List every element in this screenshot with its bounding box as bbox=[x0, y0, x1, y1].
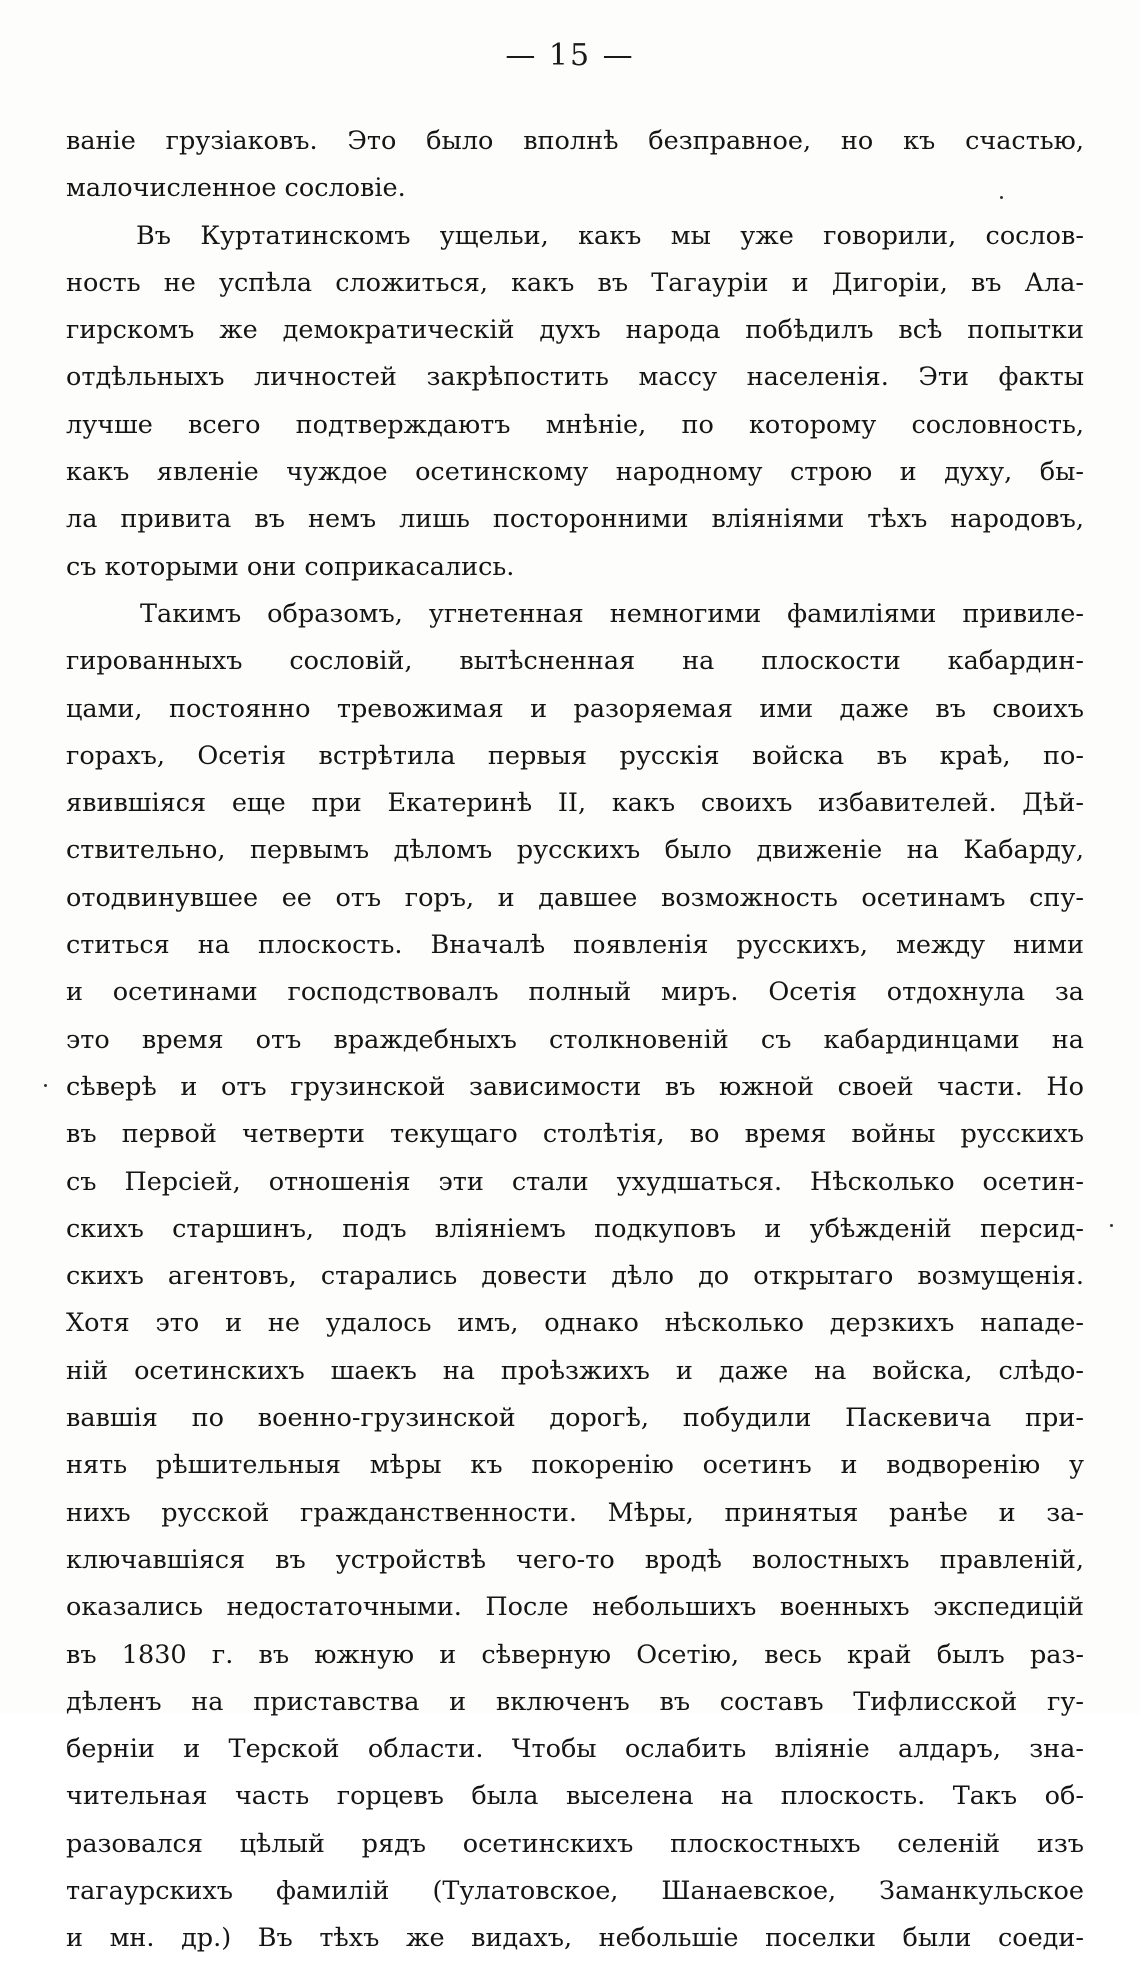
text-line: въ 1830 г. въ южную и сѣверную Осетiю, весь край былъ раз- bbox=[66, 1639, 1084, 1670]
text-line: ла привита въ немъ лишь посторонними влiянiями тѣхъ народовъ, bbox=[66, 504, 1084, 535]
text-line: это время отъ враждебныхъ столкновенiй съ кабардинцами на bbox=[66, 1024, 1084, 1055]
text-line: горахъ, Осетiя встрѣтила первыя русскiя войска въ краѣ, по- bbox=[66, 740, 1084, 771]
text-line: ванiе грузiаковъ. Это было вполнѣ безправное, но къ счастью, bbox=[66, 126, 1084, 156]
text-line: съ Персiей, отношенiя эти стали ухудшаться. Нѣсколько осетин- bbox=[66, 1166, 1084, 1197]
text-line: какъ явленiе чуждое осетинскому народному строю и духу, бы- bbox=[66, 457, 1084, 488]
text-line: ность не успѣла сложиться, какъ въ Тагаурiи и Дигорiи, въ Ала- bbox=[66, 267, 1084, 298]
text-line: лучше всего подтверждаютъ мнѣнiе, по которому сословность, bbox=[66, 409, 1084, 440]
text-line: гированныхъ сословiй, вытѣсненная на плоскости кабардин- bbox=[66, 646, 1084, 677]
text-line: Въ Куртатинскомъ ущельи, какъ мы уже говорили, сослов- bbox=[136, 220, 1084, 251]
print-speck bbox=[1000, 196, 1003, 199]
print-speck bbox=[44, 1084, 47, 1087]
text-line: малочисленное сословiе. bbox=[66, 173, 406, 204]
text-line: нiй осетинскихъ шаекъ на проѣзжихъ и даже на войска, слѣдо- bbox=[66, 1355, 1084, 1386]
text-line: и мн. др.) Въ тѣхъ же видахъ, небольшiе поселки были соеди- bbox=[66, 1923, 1084, 1954]
text-line: чительная часть горцевъ была выселена на плоскость. Такъ об- bbox=[66, 1781, 1084, 1812]
text-line: сѣверѣ и отъ грузинской зависимости въ южной своей части. Но bbox=[66, 1071, 1084, 1102]
text-line: явившiяся еще при Екатеринѣ II, какъ своихъ избавителей. Дѣй- bbox=[66, 788, 1084, 819]
text-line: Такимъ образомъ, угнетенная немногими фамилiями привиле- bbox=[140, 598, 1084, 629]
text-line: въ первой четверти текущаго столѣтiя, во время войны русскихъ bbox=[66, 1119, 1084, 1150]
text-line: и осетинами господствовалъ полный миръ. Осетiя отдохнула за bbox=[66, 977, 1084, 1008]
text-line: вавшiя по военно-грузинской дорогѣ, побудили Паскевича при- bbox=[66, 1403, 1084, 1434]
text-line: гирскомъ же демократическiй духъ народа побѣдилъ всѣ попытки bbox=[66, 315, 1084, 346]
text-line: ститься на плоскость. Вначалѣ появленiя русскихъ, между ними bbox=[66, 930, 1084, 961]
text-line: скихъ старшинъ, подъ влiянiемъ подкуповъ и убѣжденiй персид- bbox=[66, 1213, 1084, 1244]
text-line: отдѣльныхъ личностей закрѣпостить массу населенiя. Эти факты bbox=[66, 362, 1084, 393]
text-line: скихъ агентовъ, старались довести дѣло до открытаго возмущенiя. bbox=[66, 1261, 1084, 1292]
text-line: нять рѣшительныя мѣры къ покоренiю осетинъ и водворенiю у bbox=[66, 1450, 1084, 1481]
text-line: съ которыми они соприкасались. bbox=[66, 551, 515, 582]
text-line: тагаурскихъ фамилiй (Тулатовское, Шанаевское, Заманкульское bbox=[66, 1875, 1084, 1906]
text-line: бернiи и Терской области. Чтобы ослабить влiянiе алдаръ, зна- bbox=[66, 1734, 1084, 1765]
text-line: оказались недостаточными. После небольшихъ военныхъ экспедицiй bbox=[66, 1592, 1084, 1623]
body-text bbox=[66, 118, 1084, 1963]
text-line: разовался цѣлый рядъ осетинскихъ плоскостныхъ селенiй изъ bbox=[66, 1828, 1084, 1859]
text-line: Хотя это и не удалось имъ, однако нѣсколько дерзкихъ нападе- bbox=[66, 1308, 1084, 1339]
text-line: ключавшiяся въ устройствѣ чего-то вродѣ волостныхъ правленiй, bbox=[66, 1544, 1084, 1575]
text-line: дѣленъ на приставства и включенъ въ составъ Тифлисской гу- bbox=[66, 1686, 1084, 1717]
text-line: ствительно, первымъ дѣломъ русскихъ было движенiе на Кабарду, bbox=[66, 835, 1084, 866]
print-speck bbox=[1110, 1224, 1113, 1227]
text-line: цами, постоянно тревожимая и разоряемая ими даже въ своихъ bbox=[66, 693, 1084, 724]
page-number: — 15 — bbox=[505, 38, 635, 73]
text-line: нихъ русской гражданственности. Мѣры, принятыя ранѣе и за- bbox=[66, 1497, 1084, 1528]
text-line: отодвинувшее ее отъ горъ, и давшее возможность осетинамъ спу- bbox=[66, 882, 1084, 913]
